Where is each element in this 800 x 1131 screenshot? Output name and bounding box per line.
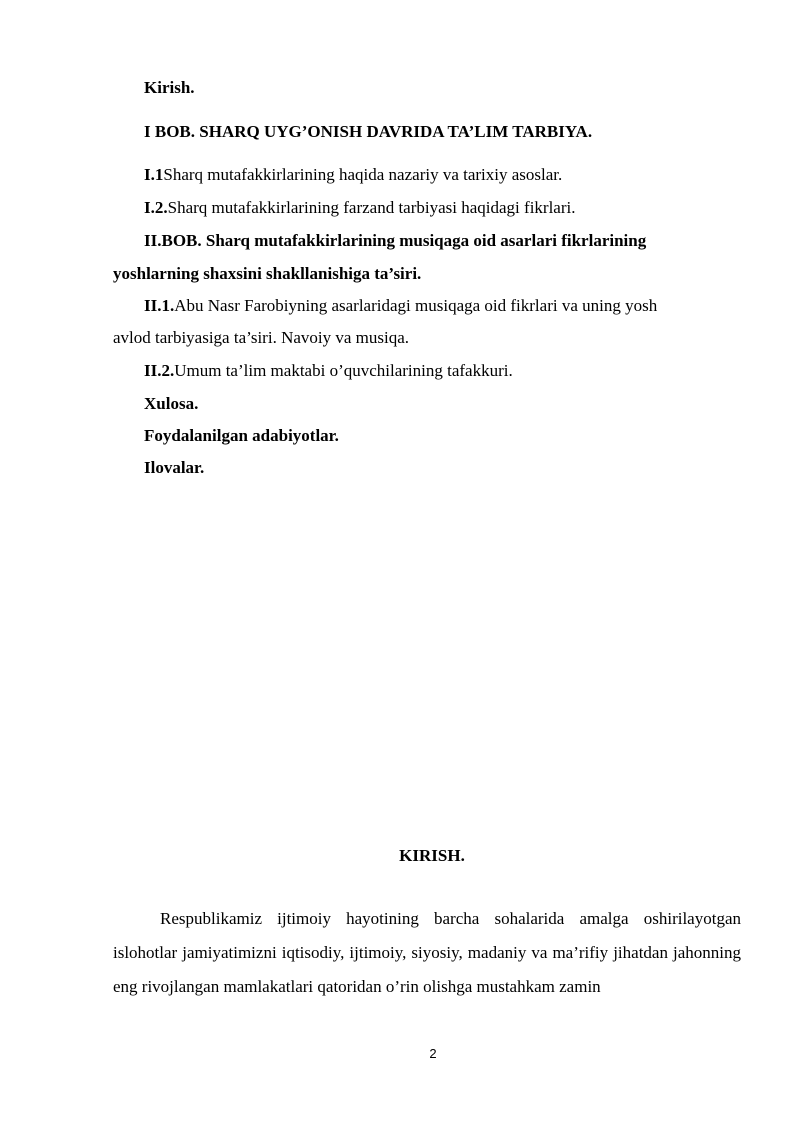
toc-section-2-2: II.2.Umum ta’lim maktabi o’quvchilarining tafakkuri. [144, 361, 513, 380]
toc-references: Foydalanilgan adabiyotlar. [144, 426, 339, 445]
intro-paragraph-text: Respublikamiz ijtimoiy hayotining barcha sohalarida amalga oshirilayotgan islohotlar jamiyatimizni iqtisodiy, ijtimoiy, siyosiy, madaniy va ma’rifiy jihatdan jahonning eng rivojlangan mamlakatlari qatoridan o’rin olishga mustahkam zamin [113, 909, 741, 996]
toc-intro: Kirish. [144, 78, 195, 97]
toc-chapter-2-line-2: yoshlarning shaxsini shakllanishiga ta’siri. [113, 264, 422, 283]
toc-appendix: Ilovalar. [144, 458, 205, 477]
intro-heading: KIRISH. [399, 846, 465, 865]
page-number: 2 [429, 1046, 437, 1061]
toc-section-1-1: I.1Sharq mutafakkirlarining haqida nazariy va tarixiy asoslar. [144, 165, 563, 184]
toc-conclusion: Xulosa. [144, 394, 199, 413]
toc-chapter-2-line-1: II.BOB. Sharq mutafakkirlarining musiqaga oid asarlari fikrlarining [144, 231, 647, 250]
toc-section-1-2: I.2.Sharq mutafakkirlarining farzand tarbiyasi haqidagi fikrlari. [144, 198, 576, 217]
toc-section-2-1-line-2: avlod tarbiyasiga ta’siri. Navoiy va musiqa. [113, 328, 410, 347]
toc-section-2-1-line-1: II.1.Abu Nasr Farobiyning asarlaridagi musiqaga oid fikrlari va uning yosh [144, 296, 658, 315]
toc-chapter-1: I BOB. SHARQ UYG’ONISH DAVRIDA TA’LIM TARBIYA. [144, 122, 593, 141]
intro-paragraph [113, 902, 741, 1004]
